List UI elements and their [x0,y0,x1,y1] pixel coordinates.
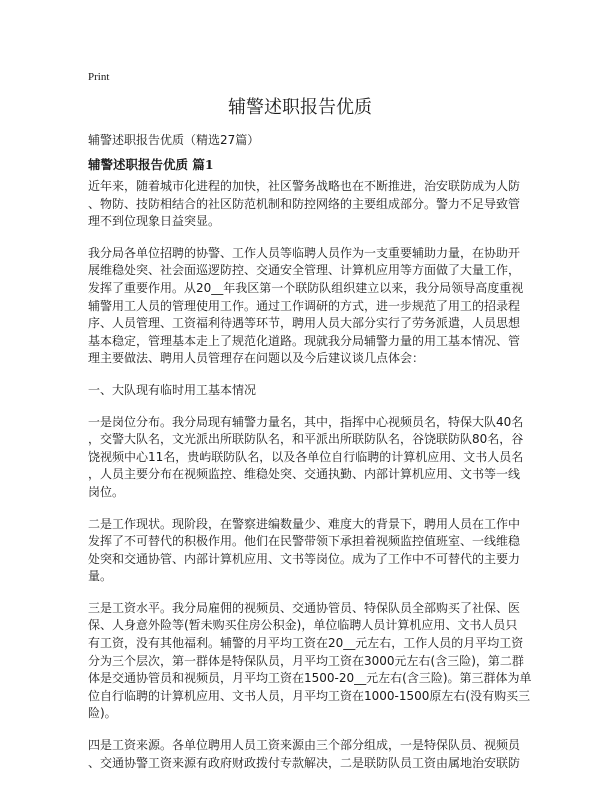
paragraph-line: 展维稳处突、社会面巡逻防控、交通安全管理、计算机应用等方面做了大量工作， [88,263,521,278]
document-title: 辅警述职报告优质 [228,97,372,118]
paragraph-line: 有工资，没有其他福利。辅警的月平均工资在20__元左右，工作人员的月平均工资 [88,636,524,651]
paragraph-line: 、物防、技防相结合的社区防范机制和防控网络的主要组成部分。警力不足导致管 [88,196,521,211]
paragraph-line: 岗位。 [88,484,125,499]
paragraph-line: 发挥了重要作用。从20__年我区第一个联防队组织建立以来，我分局领导高度重视 [88,280,524,295]
paragraph-line: ，交警大队名，文光派出所联防队名，和平派出所联防队名，谷饶联防队80名，谷 [88,432,524,447]
paragraph-line: 处突和交通协管、内部计算机应用、文书等岗位。成为了工作中不可替代的主要力 [88,551,521,566]
section-heading: 辅警述职报告优质 篇1 [88,157,214,172]
paragraph-line: 理主要做法、聘用人员管理存在问题以及今后建议谈几点体会： [88,351,425,366]
paragraph-line: 分为三个层次，第一群体是特保队员，月平均工资在3000元左右(含三险)，第二群 [88,653,524,668]
paragraph-line: 险)。 [88,706,117,721]
paragraph [88,178,521,231]
paragraph [88,414,524,502]
paragraph-line: 位自行临聘的计算机应用、文书人员，月平均工资在1000-1500原左右(没有购买三 [88,688,531,703]
paragraph-line: 辅警用工人员的管理使用工作。通过工作调研的方式，进一步规范了用工的招录程 [88,298,521,313]
paragraph-line: 量。 [88,569,113,584]
paragraph-line: 近年来，随着城市化进程的加快，社区警务战略也在不断推进，治安联防成为人防 [88,179,521,193]
paragraph-line: 基本稳定，管理基本走上了规范化道路。现就我分局辅警力量的用工基本情况、管 [88,333,521,348]
paragraph-line: 四是工资来源。各单位聘用人员工资来源由三个部分组成，一是特保队员、视频员 [88,738,521,753]
paragraph [88,516,521,586]
document-body [88,178,532,786]
paragraph-line: 一是岗位分布。我分局现有辅警力量名，其中，指挥中心视频员名，特保大队40名 [88,414,524,429]
paragraph [88,245,524,368]
paragraph-line: 我分局各单位招聘的协警、工作人员等临聘人员作为一支重要辅助力量，在协助开 [88,245,521,260]
paragraph-line: 体是交通协管员和视频员，月平均工资在1500-20__元左右(含三险)。第三群体为单 [88,671,532,686]
paragraph [88,382,518,400]
paragraph-line: 发挥了不可替代的积极作用。他们在民警带领下承担着视频监控值班室、一线维稳 [88,534,521,549]
document-subtitle: 辅警述职报告优质（精选27篇） [88,133,260,147]
paragraph-line: 饶视频中心11名，贵屿联防队名，以及各单位自行临聘的计算机应用、文书人员名 [88,449,524,464]
paragraph [88,600,532,723]
paragraph-line: 三是工资水平。我分局雇佣的视频员、交通协管员、特保队员全部购买了社保、医 [88,600,521,615]
paragraph-line: 一、大队现有临时用工基本情况 [88,382,257,397]
print-label: Print [88,71,110,83]
paragraph-line: 二是工作现状。现阶段，在警察进编数量少、难度大的背景下，聘用人员在工作中 [88,516,521,531]
paragraph-line: 序、人员管理、工资福利待遇等环节，聘用人员大部分实行了劳务派遣，人员思想 [88,316,521,331]
paragraph-line: ，人员主要分布在视频监控、维稳处突、交通执勤、内部计算机应用、文书等一线 [88,467,521,482]
paragraph-line: 、交通协警工资来源有政府财政拨付专款解决，二是联防队员工资由属地治安联防 [88,755,521,770]
paragraph-line: 保、人身意外险等(暂未购买住房公积金)，单位临聘人员计算机应用、文书人员只 [88,618,518,633]
paragraph-line: 理不到位现象日益突显。 [88,214,221,229]
paragraph [88,737,521,772]
